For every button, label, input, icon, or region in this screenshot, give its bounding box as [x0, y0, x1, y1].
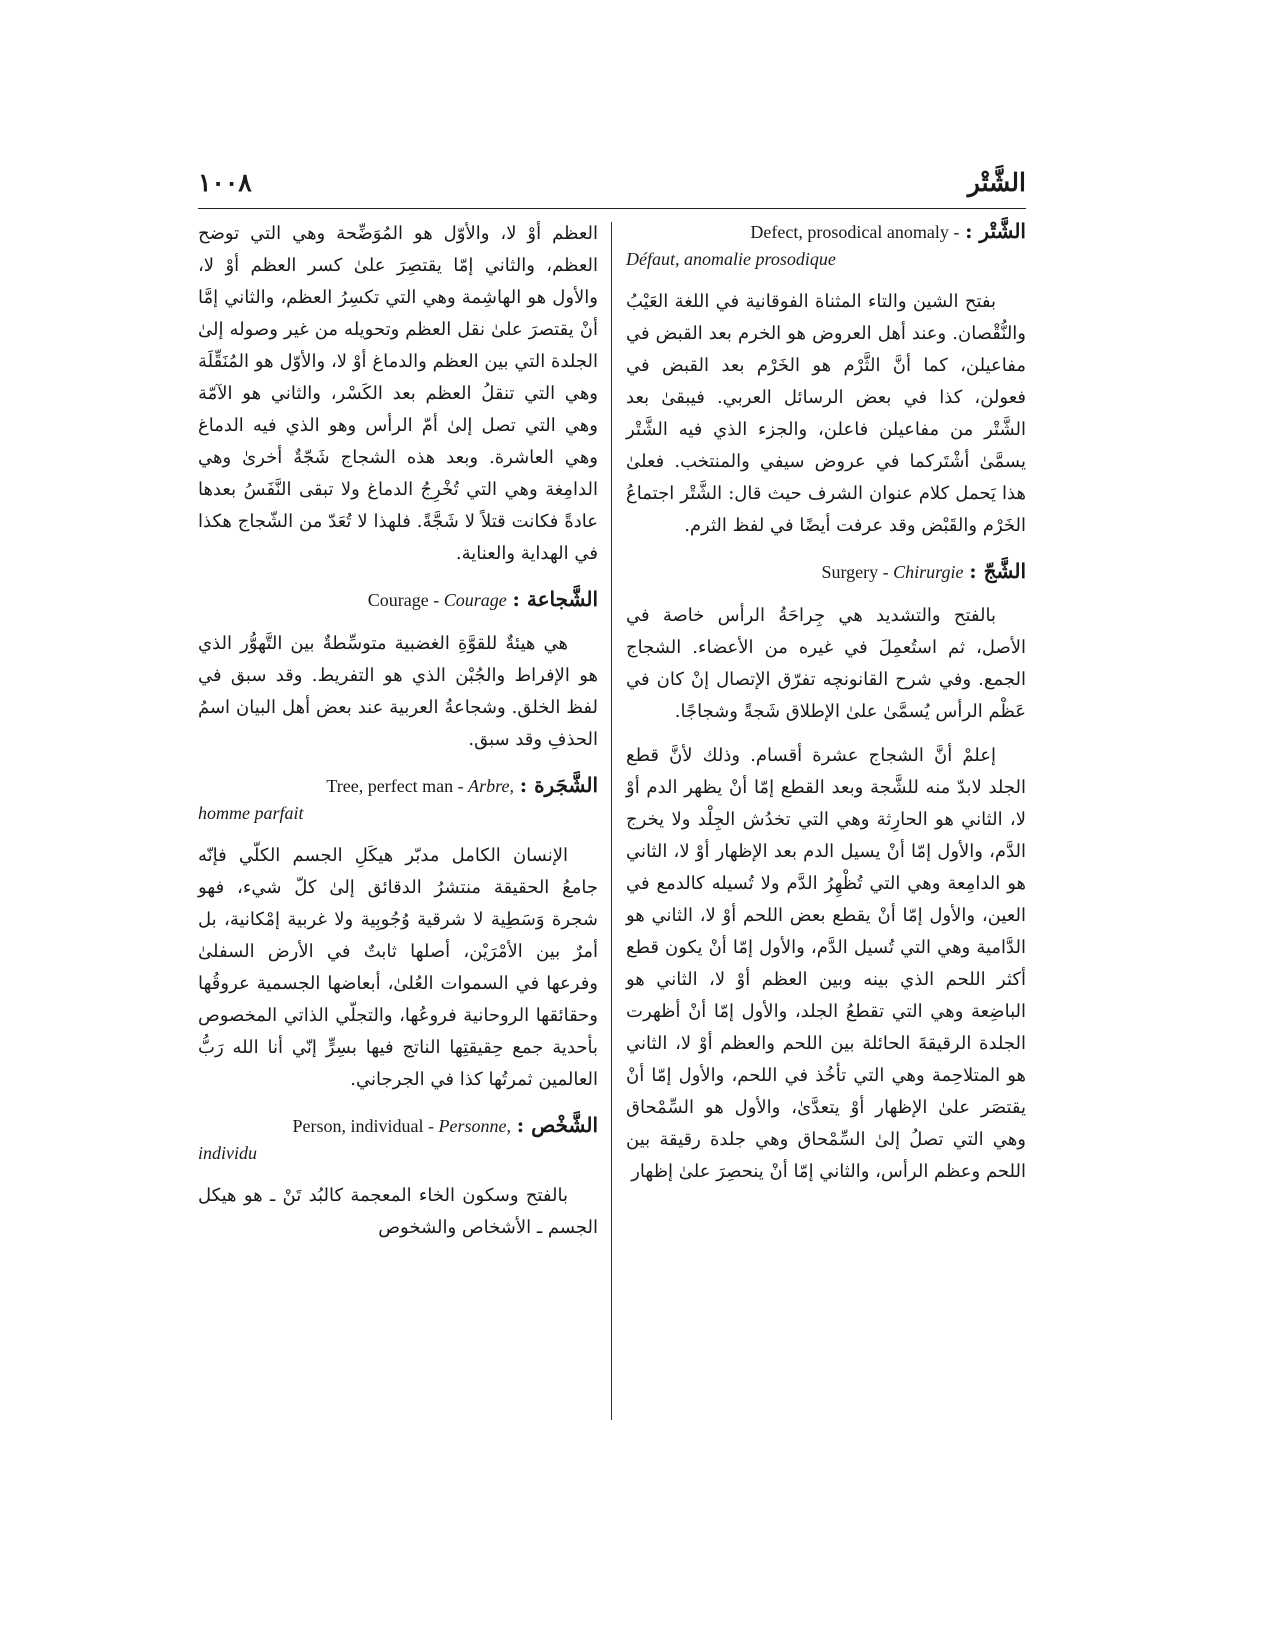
entry-paragraph: بالفتح والتشديد هي جِراحَةُ الرأس خاصة في الأصل، ثم استُعمِلَ في غيره من الأعضاء. الشجاج الجمع. وفي شرح القانونچه تفرّق الإتصال إنْ كان في عَظْم الرأس يُسمَّىٰ علىٰ الإطلاق شَجةً وشجاجًا. — [626, 605, 1026, 722]
entry-paragraph: هي هيئةٌ للقوَّةِ الغضبية متوسِّطةٌ بين التَّهوُّر الذي هو الإفراط والجُبْن الذي هو التفريط. وقد سبق في لفظ الخلق. وشجاعةُ العربية عند بعض أهل البيان اسمُ الحذفِ وقد سبق. — [198, 633, 598, 750]
running-head: الشَّتْر — [967, 168, 1026, 197]
entry-heading — [626, 558, 1026, 586]
entry-headword: الشَّتْر : — [965, 219, 1026, 243]
gloss-french: Personne, — [438, 1116, 512, 1136]
entry-gloss — [326, 776, 514, 796]
page-number: ١٠٠٨ — [198, 168, 252, 197]
entry-headword: الشَّخْص : — [516, 1113, 598, 1137]
entry-gloss — [368, 590, 507, 610]
entry-paragraph: الإنسان الكامل مدبّر هيكَلِ الجسم الكلّي فإنّه جامعُ الحقيقة منتشرُ الدقائق إلىٰ كلّ شيء، فهو شجرة وَسَطِية لا شرقية وُجُوبِية ولا غربية إمْكانية، بل أمرٌ بين الأمْرَيْن، أصلها ثابتٌ في الأرض السفلىٰ وفرعها في السموات العُلىٰ، أبعاضها الجسمية عروقُها وحقائقها الروحانية فروعُها، والتجلّي الذاتي المخصوص بأحدية جمع حِقيقتِها الناتج فيها بسِرٍّ إنّي أنا الله رَبُّ العالمين ثمرتُها كذا في الجرجاني. — [198, 845, 598, 1090]
gloss-english: Person, individual - — [292, 1116, 439, 1136]
entry-gloss — [822, 562, 964, 582]
entry-heading — [198, 1112, 598, 1166]
gloss-english: Tree, perfect man - — [326, 776, 469, 796]
entry-paragraph: إعلمْ أنَّ الشجاج عشرة أقسام. وذلك لأنَّ قطع الجلد لابدّ منه للشَّجة وبعد القطع إمّا أنْ يظهر الدم أوْ لا، الثاني هو الحارِثة وهي التي تخدُش الجِلْد ولا يخرج الدَّم، والأول إمّا أنْ يسيل الدم بعد الإظهار أوْ لا، الثاني هو الدامِعة وهي التي تُظْهِرُ الدَّم ولا تُسيله كالدمع في العين، والأول إمّا أنْ يقطع بعض اللحم أوْ لا، الثاني هو الدَّامية وهي التي تُسيل الدَّم، والأول إمّا أنْ يكون قطع أكثر اللحم الذي بينه وبين العظم أوْ لا، الثاني هو الباضِعة وهي التي تقطعُ الجلد، والأول إمّا أنْ أظهرت الجلدة الرقيقةَ الحائلة بين اللحم والعظم أوْ لا، الثاني هو المتلاحِمة وهي التي تأخُذ في اللحم، والأول إمّا أنْ يقتصَر علىٰ الإظهار أوْ يتعدَّىٰ، والأول هو السِّمْحاق وهي التي تصلُ إلىٰ السِّمْحاق وهي جلدة رقيقة بين اللحم وعظم الرأس، والثاني إمّا أنْ ينحصِرَ علىٰ إظهار — [626, 745, 1026, 1182]
gloss-french-continued: individu — [198, 1143, 257, 1163]
entry-heading — [198, 586, 598, 614]
entry-paragraph: بالفتح وسكون الخاء المعجمة كالبُد تَنْ ـ هو هيكل الجسم ـ الأشخاص والشخوص — [198, 1185, 598, 1238]
gloss-french: Courage — [443, 590, 507, 610]
gloss-french-continued: homme parfait — [198, 803, 304, 823]
page-header — [198, 160, 1026, 209]
entry-gloss — [293, 1116, 511, 1136]
gloss-english: Surgery - — [821, 562, 894, 582]
right-column — [626, 218, 1026, 1188]
left-column — [198, 218, 598, 1244]
column-divider — [611, 222, 612, 1420]
continued-paragraph: العظم أوْ لا، والأوّل هو المُوَضِّحة وهي التي توضح العظم، والثاني إمّا يقتصِرَ علىٰ كسر العظم أوْ لا، والأول هو الهاشِمة وهي التي تكسِرُ العظم، والثاني إمَّا أنْ يقتصرَ علىٰ نقل العظم وتحويله من غير وصوله إلىٰ الجلدة التي بين العظم والدماغ أوْ لا، والأوّل هو المُنَقِّلَة وهي التي تنقلُ العظم بعد الكَسْر، والثاني هو الآمّة وهي التي تصل إلىٰ أمّ الرأس وهو الذي فيه الدماغ وهي العاشرة. وبعد هذه الشجاج شَجّةٌ أخرىٰ وهي الدامِغة وهي التي تُخْرِجُ الدماغ ولا تبقى النَّفَسُ بعدها عادةً فكانت قتلاً لا شَجَّةً. فلهذا لا تُعَدّ من الشّجاج هكذا في الهداية والعناية. — [198, 223, 598, 564]
entry-heading — [626, 218, 1026, 272]
entry-headword: الشَّجَرة : — [519, 773, 598, 797]
gloss-french: Arbre, — [468, 776, 514, 796]
gloss-french: Défaut, anomalie prosodique — [626, 249, 836, 269]
gloss-english: Defect, prosodical anomaly - — [750, 222, 960, 242]
entry-paragraph: بفتح الشين والتاء المثناة الفوقانية في اللغة العَيْبُ والنُّقْصان. وعند أهل العروض هو الخرم بعد القبض في مفاعيلن، كما أنَّ الثَّرْم هو الخَرْم بعد القبض في فعولن، كذا في بعض الرسائل العربي. فيبقىٰ بعد الشَّتْر من مفاعيلن فاعلن، والجزء الذي فيه الشَّتْر يسمَّىٰ أشْتَركما في عروض سيفي والمنتخب. فعلىٰ هذا يَحمل كلام عنوان الشرف حيث قال: الشَّتْر اجتماعُ الخَرْم والقَبْض وقد عرفت أيضًا في لفظ الثرم. — [626, 291, 1026, 536]
gloss-french: Chirurgie — [893, 562, 964, 582]
entry-headword: الشَّجّ : — [969, 559, 1026, 583]
entry-heading — [198, 772, 598, 826]
entry-gloss — [750, 222, 959, 242]
entry-headword: الشَّجاعة : — [512, 587, 598, 611]
gloss-english: Courage - — [367, 590, 444, 610]
